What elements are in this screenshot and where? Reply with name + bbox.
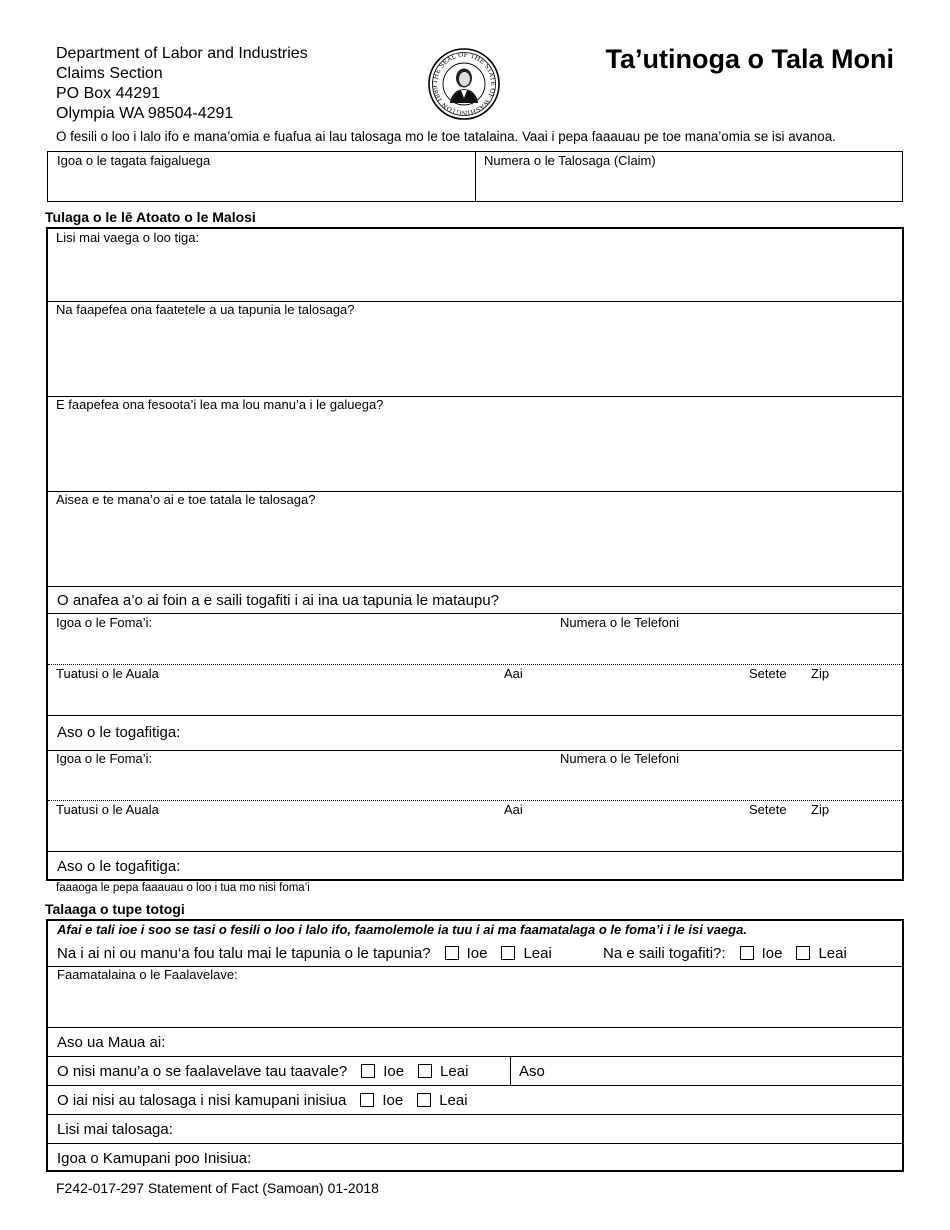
new-injury-row: [57, 945, 552, 962]
no-label: Leai: [439, 1092, 468, 1109]
divider: [48, 1143, 902, 1144]
company-name-field[interactable]: [268, 1146, 898, 1168]
date-occurred-label: Aso ua Maua ai:: [57, 1034, 166, 1051]
no-label: Leai: [818, 945, 847, 962]
new-injury-yes-checkbox[interactable]: [445, 946, 459, 960]
treatment-date-label: Aso o le togafitiga:: [57, 724, 181, 741]
divider: [48, 1056, 902, 1057]
form-footer: F242-017-297 Statement of Fact (Samoan) 01-2018: [56, 1180, 379, 1196]
payment-history-box: [46, 919, 904, 1172]
company-name-label: Igoa o Kamupani poo Inisiua:: [57, 1150, 252, 1167]
divider: [510, 1056, 511, 1085]
doctor-name-field[interactable]: [50, 768, 550, 798]
divider: [48, 613, 902, 614]
insurance-question: O iai nisi au talosaga i nisi kamupani inisiua: [57, 1092, 347, 1109]
address-line: PO Box 44291: [56, 85, 161, 102]
treatment-date-field[interactable]: [208, 854, 898, 878]
state-label: Setete: [749, 802, 787, 817]
insurance-yes-checkbox[interactable]: [360, 1093, 374, 1107]
instruction-text: Afai e tali ioe i soo se tasi o fesili o loo i lalo ifo, faamolemole ia tuu i ai ma faamatalaga o le foma’i i le isi vaega.: [57, 922, 747, 937]
street-label: Tuatusi o le Auala: [56, 802, 159, 817]
sought-no-checkbox[interactable]: [796, 946, 810, 960]
address-line: Claims Section: [56, 65, 163, 82]
new-injury-question: Na i ai ni ou manu‘a fou talu mai le tapunia o le tapunia?: [57, 945, 431, 962]
zip-label: Zip: [811, 666, 830, 681]
no-label: Leai: [523, 945, 552, 962]
divider: [48, 1085, 902, 1086]
street-field[interactable]: [50, 819, 496, 849]
divider: [48, 1027, 902, 1028]
auto-date-field[interactable]: [553, 1059, 898, 1083]
auto-date-label: Aso: [519, 1063, 545, 1080]
doctor-phone-field[interactable]: [558, 768, 900, 798]
street-field[interactable]: [50, 683, 496, 713]
state-field[interactable]: [747, 683, 805, 713]
reopen-reason-answer-field[interactable]: [50, 509, 900, 584]
seal-lettering: THE SEAL OF THE STATE OF WASHINGTON 1889: [430, 50, 498, 118]
state-field[interactable]: [747, 819, 805, 849]
claim-number-label: Numera o le Talosaga (Claim): [484, 153, 656, 168]
list-claims-field[interactable]: [188, 1117, 898, 1141]
divider: [48, 1114, 902, 1115]
auto-yes-checkbox[interactable]: [361, 1064, 375, 1078]
changed-question: Na faapefea ona faatetele a ua tapunia le talosaga?: [56, 302, 355, 317]
zip-field[interactable]: [809, 819, 899, 849]
accident-description-label: Faamatalaina o le Faalavelave:: [57, 967, 238, 982]
yes-label: Ioe: [466, 945, 488, 962]
doctor-phone-label: Numera o le Telefoni: [560, 751, 679, 766]
doctor-name-label: Igoa o le Foma’i:: [56, 615, 153, 630]
sought-treatment-question: Na e saili togafiti?:: [603, 945, 726, 962]
treatment-date-question: O anafea a’o ai foin a e saili togafiti i ai ina ua tapunia le mataupu?: [57, 592, 499, 609]
disability-section-box: [46, 227, 904, 881]
reopen-reason-question: Aisea e te mana’o ai e toe tatala le talosaga?: [56, 492, 316, 507]
address-line: Department of Labor and Industries: [56, 45, 308, 62]
form-title: Ta’utinoga o Tala Moni: [605, 44, 894, 74]
yes-label: Ioe: [383, 1063, 405, 1080]
list-claims-label: Lisi mai talosaga:: [57, 1121, 173, 1138]
new-injury-no-checkbox[interactable]: [501, 946, 515, 960]
insurance-row: [57, 1092, 468, 1109]
treatment-date-label: Aso o le togafitiga:: [57, 858, 181, 875]
state-label: Setete: [749, 666, 787, 681]
zip-label: Zip: [811, 802, 830, 817]
treatment-date-field[interactable]: [208, 719, 898, 747]
auto-accident-row: [57, 1063, 468, 1080]
street-label: Tuatusi o le Auala: [56, 666, 159, 681]
divider: [48, 664, 902, 665]
work-relation-question: E faapefea ona fesoota’i lea ma lou manu’a i le galuega?: [56, 397, 384, 412]
divider: [48, 851, 902, 852]
continuation-note: faaaoga le pepa faaauau o loo i tua mo nisi foma’i: [56, 882, 310, 894]
section-title-payment-history: Talaaga o tupe totogi: [45, 901, 185, 917]
auto-no-checkbox[interactable]: [418, 1064, 432, 1078]
claim-number-field[interactable]: [480, 170, 898, 198]
divider: [48, 715, 902, 716]
date-occurred-field[interactable]: [178, 1029, 898, 1055]
worker-name-field[interactable]: [50, 170, 470, 198]
sought-yes-checkbox[interactable]: [740, 946, 754, 960]
yes-label: Ioe: [382, 1092, 404, 1109]
doctor-phone-field[interactable]: [558, 632, 900, 662]
accident-description-field[interactable]: [50, 984, 900, 1024]
city-label: Aai: [504, 666, 523, 681]
divider: [475, 152, 476, 201]
auto-accident-question: O nisi manu’a o se faalavelave tau taavale?: [57, 1063, 348, 1080]
state-seal-icon: [428, 48, 500, 120]
parts-answer-field[interactable]: [50, 247, 900, 299]
divider: [48, 800, 902, 801]
doctor-phone-label: Numera o le Telefoni: [560, 615, 679, 630]
identification-box: [47, 151, 903, 202]
work-relation-answer-field[interactable]: [50, 414, 900, 489]
changed-answer-field[interactable]: [50, 319, 900, 394]
intro-text: O fesili o loo i lalo ifo e mana’omia e fuafua ai lau talosaga mo le toe tatalaina. Vaai i pepa faaauau pe toe mana’omia se isi avanoa.: [56, 129, 836, 144]
sought-treatment-row: [603, 945, 847, 962]
agency-address: [56, 44, 308, 124]
city-label: Aai: [504, 802, 523, 817]
no-label: Leai: [440, 1063, 469, 1080]
insurance-no-checkbox[interactable]: [417, 1093, 431, 1107]
divider: [48, 750, 902, 751]
doctor-name-field[interactable]: [50, 632, 550, 662]
divider: [48, 586, 902, 587]
section-title-disability: Tulaga o le lē Atoato o le Malosi: [45, 209, 256, 225]
address-line: Olympia WA 98504-4291: [56, 105, 234, 122]
parts-question: Lisi mai vaega o loo tiga:: [56, 230, 200, 245]
zip-field[interactable]: [809, 683, 899, 713]
worker-name-label: Igoa o le tagata faigaluega: [57, 153, 211, 168]
city-field[interactable]: [502, 683, 742, 713]
city-field[interactable]: [502, 819, 742, 849]
yes-label: Ioe: [761, 945, 783, 962]
doctor-name-label: Igoa o le Foma’i:: [56, 751, 153, 766]
